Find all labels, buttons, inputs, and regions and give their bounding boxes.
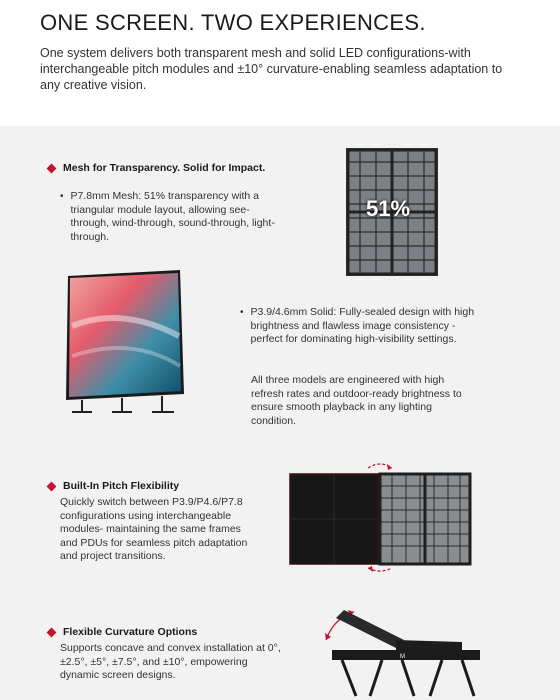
- curved-screen-image: [312, 600, 490, 700]
- page-title: ONE SCREEN. TWO EXPERIENCES.: [40, 10, 426, 35]
- diamond-bullet-icon: [47, 627, 57, 637]
- features-panel: [0, 126, 560, 700]
- bullet-dot-icon: •: [240, 307, 244, 318]
- solid-panel-image: [62, 266, 190, 418]
- solid-spec: • P3.9/4.6mm Solid: Fully-sealed design with high brightness and flawless image consistency - perfect for dominating high-visibility settings.: [240, 306, 475, 345]
- pitch-flexibility-text: Quickly switch between P3.9/P4.6/P7.8 configurations using interchangeable modules- maintaining the same frames and PDUs for seamless pitch adaptation and project transitions.: [60, 496, 248, 562]
- diamond-bullet-icon: [47, 163, 57, 173]
- mesh-solid-heading: Mesh for Transparency. Solid for Impact.: [48, 162, 265, 174]
- interchangeable-modules-image: [288, 460, 480, 574]
- hero-section: [0, 0, 560, 126]
- diamond-bullet-icon: [47, 481, 57, 491]
- curvature-text: Supports concave and convex installation at 0°, ±2.5°, ±5°, ±7.5°, and ±10°, empowering dynamic screen designs.: [60, 642, 281, 681]
- mesh-spec: • P7.8mm Mesh: 51% transparency with a triangular module layout, allowing see-through, wind-through, sound-through, light-through.: [60, 190, 275, 243]
- curvature-heading: Flexible Curvature Options: [48, 626, 197, 638]
- svg-text:M: M: [400, 654, 405, 660]
- pitch-flexibility-heading: Built-In Pitch Flexibility: [48, 480, 179, 492]
- engineering-note: All three models are engineered with high refresh rates and outdoor-ready brightness to ensure smooth playback in any lighting condition.: [251, 374, 462, 427]
- transparency-badge: 51%: [366, 196, 411, 221]
- hero-description: One system delivers both transparent mesh and solid LED configurations-with interchangeable pitch modules and ±10° curvature-enabling seamless adaptation to any creative vision.: [40, 46, 503, 92]
- bullet-dot-icon: •: [60, 191, 64, 202]
